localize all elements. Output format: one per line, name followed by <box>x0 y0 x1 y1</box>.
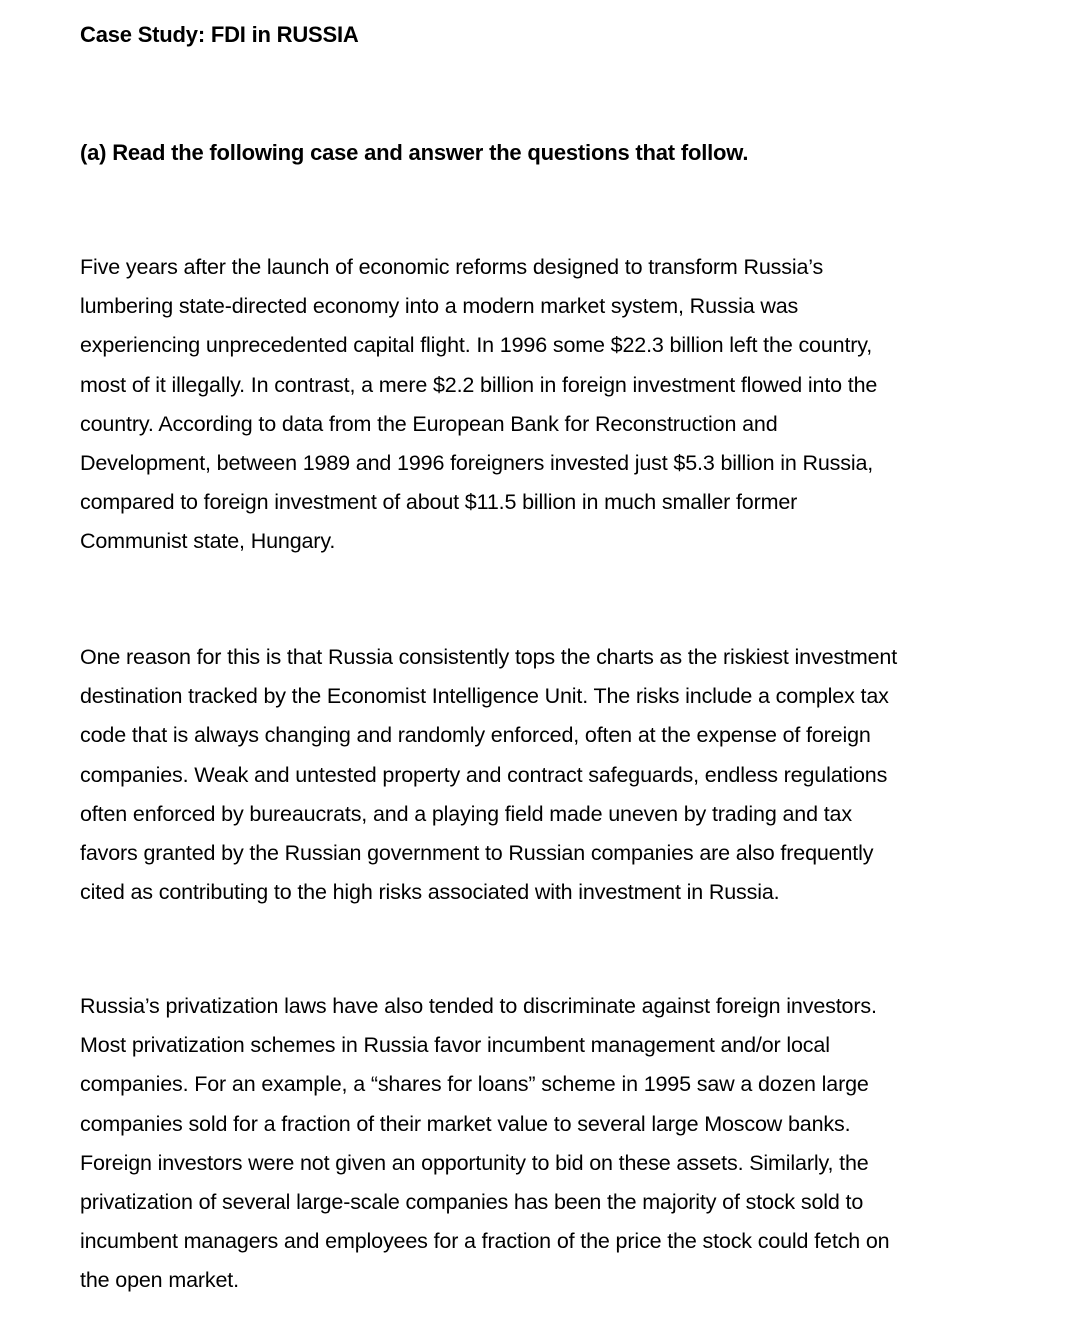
paragraph-line: Five years after the launch of economic reforms designed to transform Russia’s <box>80 255 824 279</box>
paragraph-line: cited as contributing to the high risks associated with investment in Russia. <box>80 880 780 905</box>
paragraph-line: destination tracked by the Economist Intelligence Unit. The risks include a complex tax <box>80 684 889 709</box>
paragraph-line: most of it illegally. In contrast, a mere $2.2 billion in foreign investment flowed into the <box>80 372 878 397</box>
paragraph-capital-flight <box>80 248 1000 562</box>
paragraph-line: experiencing unprecedented capital flight. In 1996 some $22.3 billion left the country, <box>80 333 873 358</box>
paragraph-line: country. According to data from the European Bank for Reconstruction and <box>80 411 778 436</box>
document-title: Case Study: FDI in RUSSIA <box>80 22 359 47</box>
paragraph-line: Foreign investors were not given an opportunity to bid on these assets. Similarly, the <box>80 1150 869 1175</box>
paragraph-privatization-laws <box>80 987 1000 1301</box>
paragraph-line: code that is always changing and randomly enforced, often at the expense of foreign <box>80 723 871 748</box>
paragraph-line: Development, between 1989 and 1996 foreigners invested just $5.3 billion in Russia, <box>80 451 874 476</box>
paragraph-line: Russia’s privatization laws have also tended to discriminate against foreign investors. <box>80 994 877 1018</box>
paragraph-line: companies. For an example, a “shares for loans” scheme in 1995 saw a dozen large <box>80 1072 869 1097</box>
section-instruction: (a) Read the following case and answer the questions that follow. <box>80 140 749 165</box>
paragraph-line: often enforced by bureaucrats, and a playing field made uneven by trading and tax <box>80 801 852 826</box>
paragraph-line: companies sold for a fraction of their market value to several large Moscow banks. <box>80 1111 851 1136</box>
paragraph-line: compared to foreign investment of about $11.5 billion in much smaller former <box>80 490 798 515</box>
paragraph-line: favors granted by the Russian government to Russian companies are also frequently <box>80 841 874 866</box>
paragraph-line: Most privatization schemes in Russia favor incumbent management and/or local <box>80 1033 830 1058</box>
paragraph-line: One reason for this is that Russia consistently tops the charts as the riskiest investment <box>80 645 898 669</box>
paragraph-line: privatization of several large-scale companies has been the majority of stock sold to <box>80 1190 864 1215</box>
paragraph-investment-risk <box>80 638 1000 912</box>
paragraph-line: the open market. <box>80 1268 239 1293</box>
paragraph-line: Communist state, Hungary. <box>80 529 336 554</box>
paragraph-line: lumbering state-directed economy into a modern market system, Russia was <box>80 294 799 319</box>
paragraph-line: incumbent managers and employees for a fraction of the price the stock could fetch on <box>80 1229 890 1254</box>
paragraph-line: companies. Weak and untested property and contract safeguards, endless regulations <box>80 762 888 787</box>
